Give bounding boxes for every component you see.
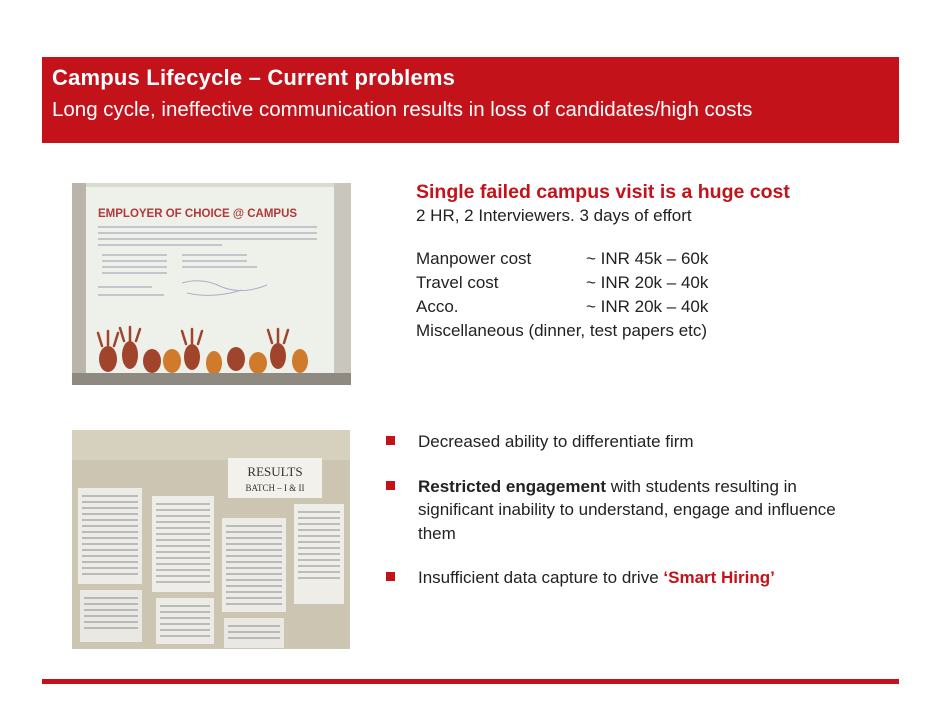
effort-text: 2 HR, 2 Interviewers. 3 days of effort <box>416 206 692 225</box>
cost-row-accommodation <box>416 295 876 319</box>
bullet-bold-text: Restricted engagement <box>418 476 606 496</box>
slide-subtitle: Long cycle, ineffective communication results in loss of candidates/high costs <box>52 98 753 121</box>
results-board-image <box>72 430 350 649</box>
problem-bullets <box>384 430 864 611</box>
cost-label: Acco. <box>416 297 459 316</box>
cost-value: ~ INR 45k – 60k <box>586 249 709 268</box>
results-sign-line2: BATCH – I & II <box>245 483 305 493</box>
cost-summary <box>416 180 876 343</box>
cost-value: ~ INR 20k – 40k <box>586 273 709 292</box>
slide-header <box>42 57 899 143</box>
results-sign-line1: RESULTS <box>247 464 303 479</box>
cost-label: Travel cost <box>416 273 499 292</box>
bullet-item <box>384 475 864 546</box>
cost-value: ~ INR 20k – 40k <box>586 297 709 316</box>
bullet-text: Insufficient data capture to drive <box>418 568 664 587</box>
cost-row-travel <box>416 271 876 295</box>
bullet-item <box>384 566 864 590</box>
bullet-square-icon <box>386 481 395 490</box>
cost-label: Manpower cost <box>416 249 532 268</box>
slide-title: Campus Lifecycle – Current problems <box>52 65 456 90</box>
bullet-square-icon <box>386 572 395 581</box>
smart-hiring-text: ‘Smart Hiring’ <box>663 568 775 587</box>
bullet-text: with students resulting in significant inability to understand, engage and influence them <box>418 476 836 543</box>
bullet-square-icon <box>386 436 395 445</box>
bullet-item <box>384 430 864 454</box>
misc-cost-text: Miscellaneous (dinner, test papers etc) <box>416 321 708 340</box>
bullet-text: Decreased ability to differentiate firm <box>418 432 694 451</box>
cost-row-manpower <box>416 247 876 271</box>
campus-poster-photo <box>72 183 351 385</box>
footer-rule <box>42 679 899 684</box>
campus-poster-image <box>72 183 351 385</box>
results-board-photo <box>72 430 350 649</box>
poster-heading: EMPLOYER OF CHOICE @ CAMPUS <box>98 208 298 220</box>
cost-heading: Single failed campus visit is a huge cost <box>416 181 790 203</box>
